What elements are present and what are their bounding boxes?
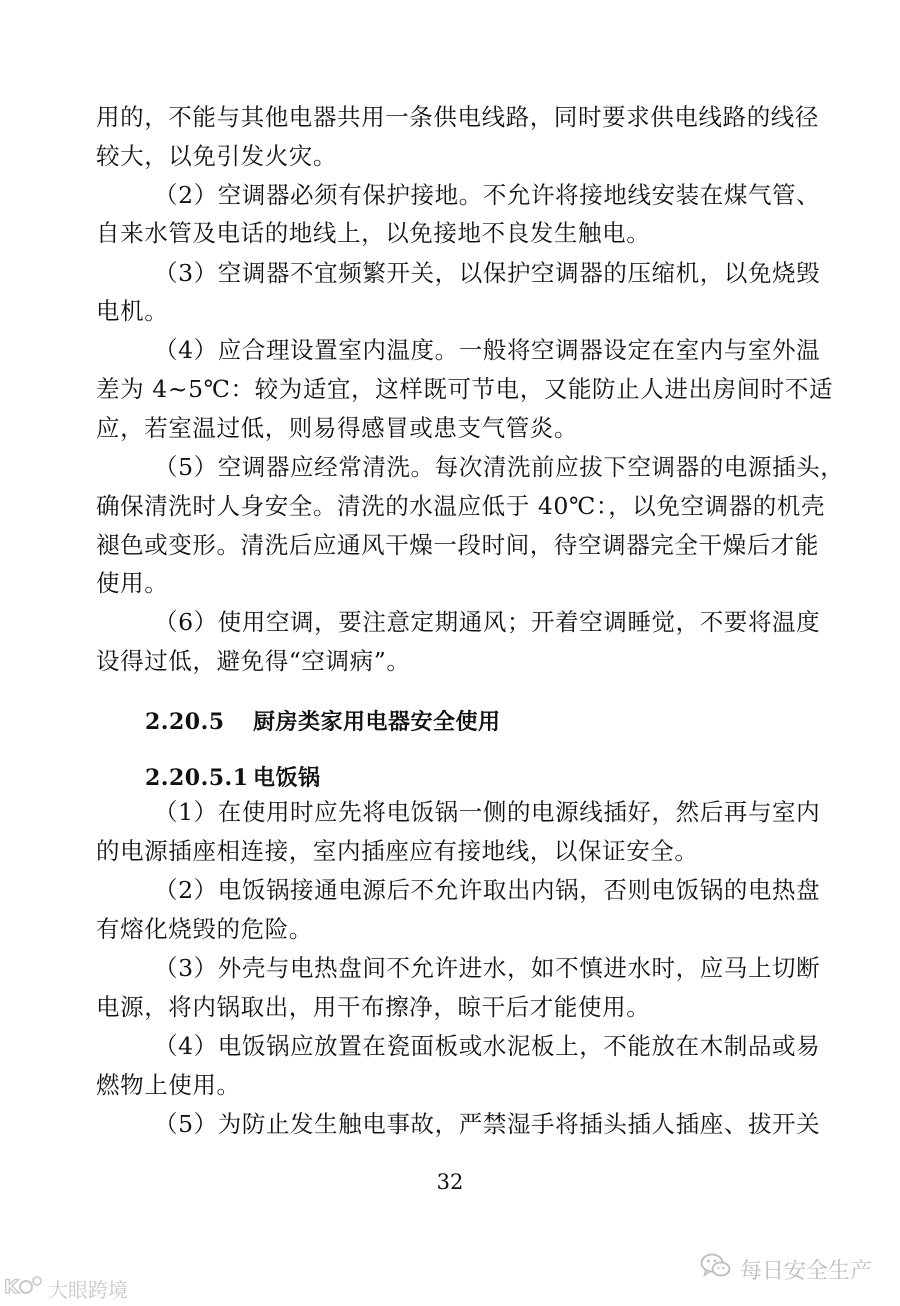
section-number: 2.20.5	[145, 709, 225, 735]
text-line: （4）应合理设置室内温度。一般将空调器设定在室内与室外温	[154, 336, 821, 364]
text-line: 设得过低，避免得“空调病”。	[96, 647, 411, 675]
text-line: 自来水管及电话的地线上，以免接地不良发生触电。	[96, 219, 651, 247]
text-line: 差为 4~5℃：较为适宜，这样既可节电，又能防止人进出房间时不适	[96, 375, 834, 403]
watermark-right	[700, 1252, 872, 1286]
ko-logo-icon	[4, 1274, 44, 1303]
subsection-heading	[145, 761, 321, 792]
text-line: （4）电饭锅应放置在瓷面板或水泥板上，不能放在木制品或易	[154, 1032, 821, 1060]
wechat-icon	[700, 1252, 732, 1286]
text-line: 褪色或变形。清洗后应通风干燥一段时间，待空调器完全干燥后才能	[96, 531, 819, 559]
text-line: 有熔化烧毁的危险。	[96, 915, 313, 943]
text-line: （3）空调器不宜频繁开关，以保护空调器的压缩机，以免烧毁	[154, 259, 821, 287]
subsection-title: 电饭锅	[253, 765, 321, 791]
watermark-left	[4, 1274, 128, 1303]
text-line: 应，若室温过低，则易得感冒或患支气管炎。	[96, 414, 578, 442]
text-line: （5）空调器应经常清洗。每次清洗前应拔下空调器的电源插头，	[154, 453, 845, 481]
text-line: （5）为防止发生触电事故，严禁湿手将插头插人插座、拔开关	[154, 1110, 821, 1138]
text-line: 的电源插座相连接，室内插座应有接地线，以保证安全。	[96, 837, 699, 865]
page-number: 32	[436, 1170, 464, 1194]
section-title: 厨房类家用电器安全使用	[253, 709, 501, 735]
text-line: 电机。	[96, 297, 169, 325]
section-heading	[145, 705, 501, 736]
text-line: （6）使用空调，要注意定期通风；开着空调睡觉，不要将温度	[154, 608, 821, 636]
text-line: （1）在使用时应先将电饭锅一侧的电源线插好，然后再与室内	[154, 798, 821, 826]
text-line: 较大，以免引发火灾。	[96, 142, 337, 170]
text-line: （2）空调器必须有保护接地。不允许将接地线安装在煤气管、	[154, 181, 821, 209]
watermark-right-text: 每日安全生产	[739, 1258, 872, 1284]
text-line: （3）外壳与电热盘间不允许进水，如不慎进水时，应马上切断	[154, 954, 821, 982]
text-line: 电源，将内锅取出，用干布擦净，晾干后才能使用。	[96, 993, 651, 1021]
text-line: （2）电饭锅接通电源后不允许取出内锅，否则电饭锅的电热盘	[154, 876, 821, 904]
text-line: 燃物上使用。	[96, 1071, 241, 1099]
text-line: 用的，不能与其他电器共用一条供电线路，同时要求供电线路的线径	[96, 103, 819, 131]
text-line: 使用。	[96, 569, 169, 597]
svg-text:K: K	[4, 1276, 19, 1298]
text-line: 确保清洗时人身安全。清洗的水温应低于 40℃：，以免空调器的机壳	[96, 492, 826, 520]
subsection-number: 2.20.5.1	[145, 765, 249, 791]
watermark-left-text: 大眼跨境	[48, 1278, 128, 1302]
